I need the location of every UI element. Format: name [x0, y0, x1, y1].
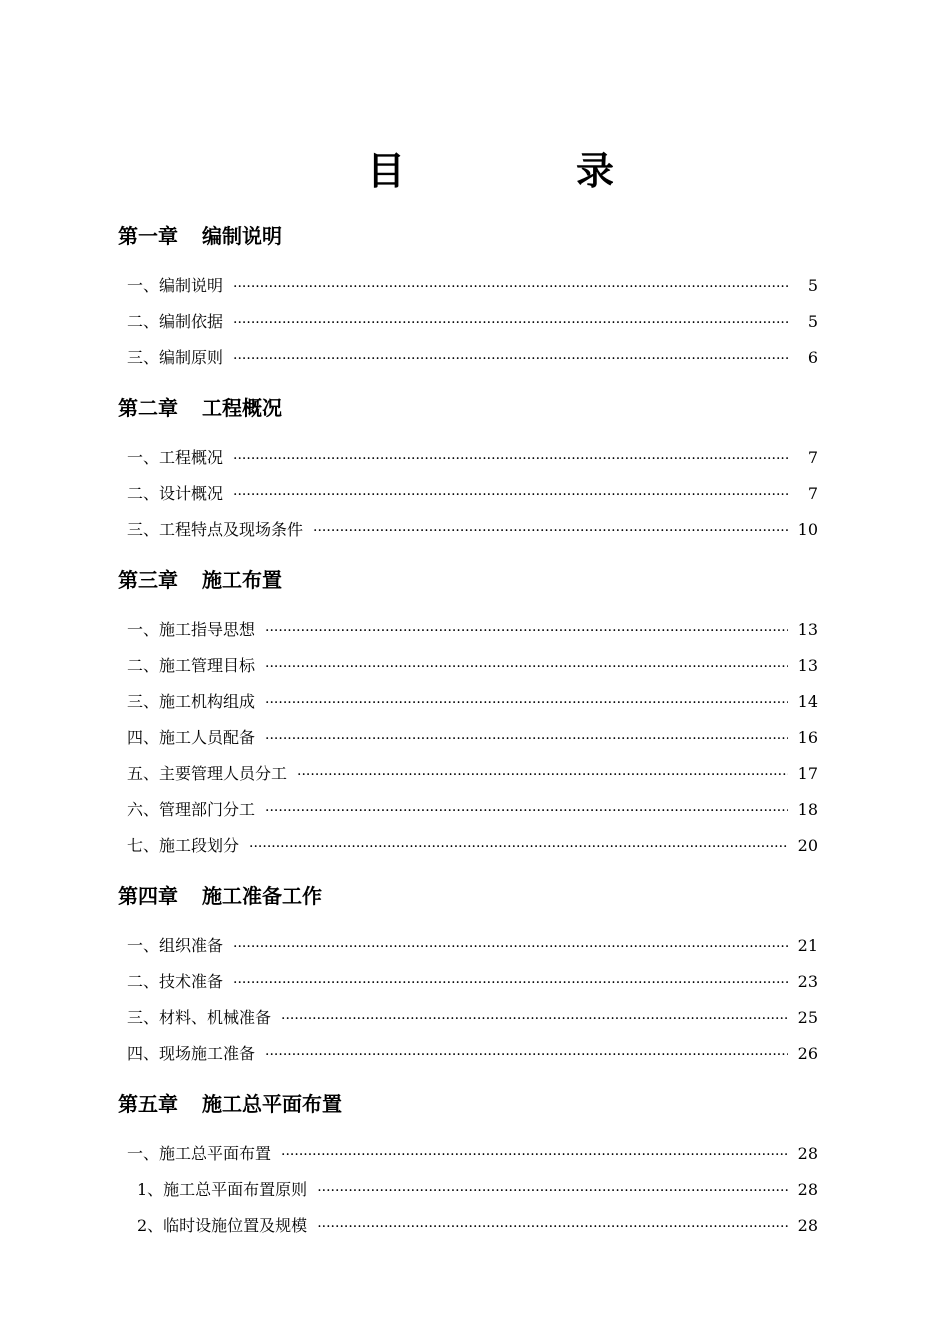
toc-entry-label: 2、临时设施位置及规模 — [137, 1216, 308, 1235]
toc-entry[interactable] — [118, 268, 818, 304]
dot-leader — [265, 793, 788, 829]
chapter-number: 第二章 — [118, 396, 178, 420]
toc-entry-label: 一、施工指导思想 — [127, 620, 256, 639]
toc-entry-label: 五、主要管理人员分工 — [127, 764, 288, 783]
chapter-number: 第一章 — [118, 224, 178, 248]
dot-leader — [317, 1209, 787, 1245]
toc-entry-label: 二、施工管理目标 — [127, 656, 256, 675]
toc-chapter-block — [118, 1086, 818, 1244]
chapter-name: 施工准备工作 — [202, 884, 322, 908]
toc-entry-label: 1、施工总平面布置原则 — [137, 1180, 308, 1199]
dot-leader — [265, 649, 788, 685]
toc-page-number: 17 — [797, 764, 818, 783]
dot-leader — [281, 1137, 788, 1173]
dot-leader — [233, 477, 788, 513]
toc-entry-label: 三、材料、机械准备 — [127, 1008, 272, 1027]
toc-entry[interactable] — [118, 684, 818, 720]
toc-entry-label: 一、工程概况 — [127, 448, 224, 467]
dot-leader — [265, 613, 788, 649]
chapter-number: 第五章 — [118, 1092, 178, 1116]
dot-leader — [233, 929, 788, 965]
toc-page-number: 7 — [807, 448, 818, 467]
dot-leader — [233, 269, 788, 305]
toc-entry-label: 三、工程特点及现场条件 — [127, 520, 304, 539]
dot-leader — [317, 1173, 787, 1209]
toc-page-number: 7 — [807, 484, 818, 503]
toc-entry[interactable] — [118, 1136, 818, 1172]
title-char-1: 目 — [367, 149, 406, 193]
toc-entry-label: 七、施工段划分 — [127, 836, 240, 855]
chapter-heading[interactable] — [118, 218, 818, 254]
toc-page-number: 14 — [797, 692, 818, 711]
toc-entry[interactable] — [118, 756, 818, 792]
chapter-heading[interactable] — [118, 390, 818, 426]
toc-entry[interactable] — [118, 1000, 818, 1036]
chapter-name: 工程概况 — [202, 396, 282, 420]
toc-entry[interactable] — [118, 340, 818, 376]
toc-entry[interactable] — [118, 648, 818, 684]
toc-page-number: 20 — [797, 836, 818, 855]
toc-entry-label: 三、编制原则 — [127, 348, 224, 367]
dot-leader — [313, 513, 788, 549]
chapter-heading[interactable] — [118, 562, 818, 598]
toc-entry[interactable] — [118, 792, 818, 828]
toc-entry[interactable] — [118, 1208, 818, 1244]
toc-page-number: 5 — [807, 276, 818, 295]
toc-chapter-block — [118, 562, 818, 864]
dot-leader — [249, 829, 788, 865]
dot-leader — [297, 757, 788, 793]
dot-leader — [233, 305, 788, 341]
chapter-number: 第四章 — [118, 884, 178, 908]
toc-page-number: 13 — [797, 656, 818, 675]
title-char-2: 录 — [576, 149, 615, 193]
toc-entry-label: 一、编制说明 — [127, 276, 224, 295]
toc-entry-label: 二、设计概况 — [127, 484, 224, 503]
chapter-name: 施工总平面布置 — [202, 1092, 342, 1116]
chapter-name: 编制说明 — [202, 224, 282, 248]
toc-chapter-block — [118, 390, 818, 548]
toc-entry[interactable] — [118, 512, 818, 548]
dot-leader — [265, 1037, 788, 1073]
toc-page-number: 28 — [797, 1144, 818, 1163]
toc-entry-label: 三、施工机构组成 — [127, 692, 256, 711]
toc-entry[interactable] — [118, 1172, 818, 1208]
toc-entry[interactable] — [118, 1036, 818, 1072]
toc-page-number: 21 — [797, 936, 818, 955]
page-title — [0, 140, 950, 193]
toc-entry-label: 二、技术准备 — [127, 972, 224, 991]
dot-leader — [281, 1001, 788, 1037]
toc-page-number: 28 — [797, 1216, 818, 1235]
toc-page-number: 25 — [797, 1008, 818, 1027]
toc-chapter-block — [118, 218, 818, 376]
toc-entry[interactable] — [118, 476, 818, 512]
toc-entry-label: 四、现场施工准备 — [127, 1044, 256, 1063]
chapter-heading[interactable] — [118, 1086, 818, 1122]
dot-leader — [233, 341, 788, 377]
toc-entry[interactable] — [118, 720, 818, 756]
dot-leader — [265, 721, 788, 757]
toc-entry[interactable] — [118, 928, 818, 964]
dot-leader — [233, 965, 788, 1001]
chapter-number: 第三章 — [118, 568, 178, 592]
toc-chapter-block — [118, 878, 818, 1072]
toc-page-number: 6 — [807, 348, 818, 367]
toc-entry[interactable] — [118, 612, 818, 648]
toc-entry-label: 四、施工人员配备 — [127, 728, 256, 747]
toc-page-number: 23 — [797, 972, 818, 991]
toc-entry[interactable] — [118, 304, 818, 340]
toc-entry-label: 六、管理部门分工 — [127, 800, 256, 819]
chapter-heading[interactable] — [118, 878, 818, 914]
toc-entry-label: 二、编制依据 — [127, 312, 224, 331]
toc-page-number: 13 — [797, 620, 818, 639]
chapter-name: 施工布置 — [202, 568, 282, 592]
toc-entry[interactable] — [118, 964, 818, 1000]
dot-leader — [265, 685, 788, 721]
table-of-contents — [118, 218, 818, 1258]
toc-page-number: 16 — [797, 728, 818, 747]
dot-leader — [233, 441, 788, 477]
toc-page-number: 5 — [807, 312, 818, 331]
toc-entry[interactable] — [118, 440, 818, 476]
toc-page-number: 10 — [797, 520, 818, 539]
toc-page-number: 26 — [797, 1044, 818, 1063]
toc-page-number: 28 — [797, 1180, 818, 1199]
toc-entry[interactable] — [118, 828, 818, 864]
toc-entry-label: 一、组织准备 — [127, 936, 224, 955]
toc-page-number: 18 — [797, 800, 818, 819]
toc-entry-label: 一、施工总平面布置 — [127, 1144, 272, 1163]
